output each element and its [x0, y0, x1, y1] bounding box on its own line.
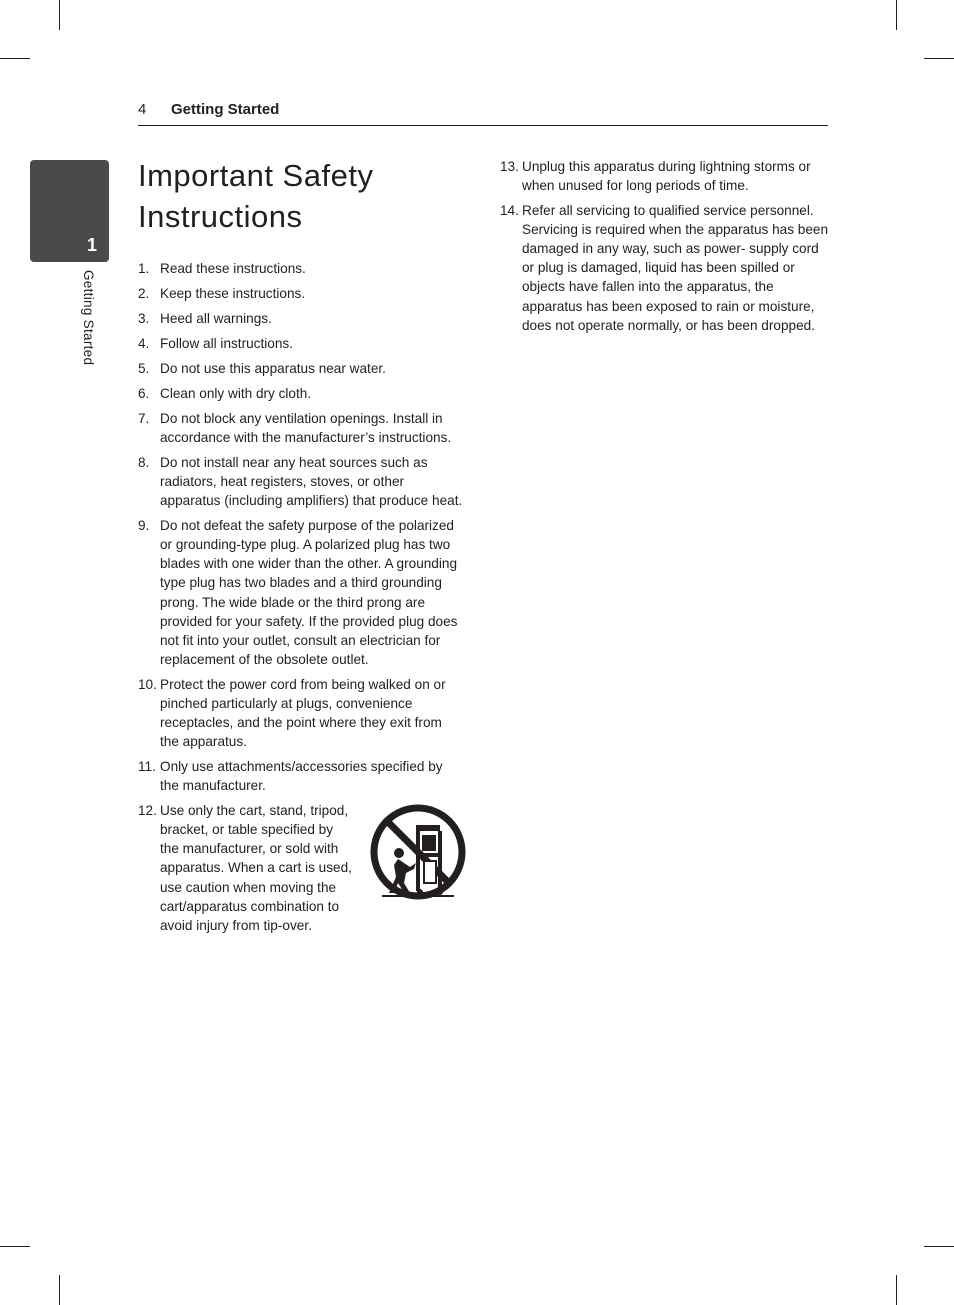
- list-item: [138, 516, 464, 669]
- list-item: [138, 334, 464, 353]
- item-text: Do not block any ventilation openings. Install in accordance with the manufacturer’s instructions.: [160, 410, 452, 445]
- list-item: [500, 157, 830, 195]
- crop-mark: [0, 1246, 30, 1247]
- crop-mark: [924, 1246, 954, 1247]
- item-number: 9.: [138, 518, 150, 534]
- chapter-number: 1: [86, 235, 97, 255]
- list-item: [138, 309, 464, 328]
- crop-mark: [0, 58, 30, 59]
- item-text: Do not install near any heat sources such as radiators, heat registers, stoves, or other apparatus (including amplifiers) that produce heat.: [160, 454, 463, 509]
- crop-mark: [896, 0, 897, 30]
- item-number: 2.: [138, 285, 150, 301]
- chapter-tab: [30, 160, 109, 262]
- chapter-side-label: Getting Started: [81, 270, 96, 366]
- item-number: 5.: [138, 360, 150, 376]
- list-item: [138, 384, 464, 403]
- item-number: 6.: [138, 385, 150, 401]
- instructions-list-right: [500, 157, 830, 341]
- list-item: [138, 259, 464, 278]
- page-number: 4: [138, 101, 147, 118]
- list-item: [138, 675, 464, 751]
- item-number: 1.: [138, 261, 150, 276]
- item-number: 10.: [138, 676, 157, 692]
- item-text: Only use attachments/accessories specified by the manufacturer.: [160, 759, 443, 794]
- item-text: Protect the power cord from being walked on or pinched particularly at plugs, convenience receptacles, and the point where they exit from the apparatus.: [160, 676, 446, 750]
- item-number: 13.: [500, 159, 519, 174]
- page-header: [138, 101, 828, 126]
- list-item: [138, 453, 464, 510]
- item-text: Follow all instructions.: [160, 335, 293, 351]
- item-number: 3.: [138, 310, 150, 326]
- item-number: 14.: [500, 203, 519, 219]
- item-text: Unplug this apparatus during lightning storms or when unused for long periods of time.: [522, 159, 811, 194]
- item-text: Do not use this apparatus near water.: [160, 360, 386, 376]
- page-title: Important Safety Instructions: [138, 158, 374, 234]
- item-text: Heed all warnings.: [160, 310, 272, 326]
- item-number: 4.: [138, 335, 150, 351]
- list-item: [138, 757, 464, 795]
- item-number: 12.: [138, 803, 157, 819]
- crop-mark: [924, 58, 954, 59]
- list-item: [138, 359, 464, 378]
- item-number: 7.: [138, 410, 150, 426]
- crop-mark: [59, 1275, 60, 1305]
- item-text: Use only the cart, stand, tripod, bracket, or table specified by the manufacturer, or sold with apparatus. When a cart is used, use caution when moving the cart/apparatus combination to avoid injury from tip-over.: [160, 803, 352, 933]
- item-number: 8.: [138, 454, 150, 470]
- section-title: Getting Started: [171, 101, 280, 118]
- list-item: [138, 284, 464, 303]
- crop-mark: [896, 1275, 897, 1305]
- item-text: Clean only with dry cloth.: [160, 385, 312, 401]
- item-text: Refer all servicing to qualified service personnel. Servicing is required when the apparatus has been damaged in any way, such as power- supply cord or plug is damaged, liquid has been spilled or objects have fallen into the apparatus, the apparatus has been exposed to rain or moisture, does not operate normally, or has been dropped.: [522, 203, 829, 333]
- item-number: 11.: [138, 759, 156, 775]
- list-item: [500, 201, 830, 335]
- cart-tip-over-warning-icon: [370, 803, 466, 901]
- item-text: Do not defeat the safety purpose of the polarized or grounding-type plug. A polarized plug has two blades with one wider than the other. A grounding type plug has two blades and a third grounding prong. The wide blade or the third prong are provided for your safety. If the provided plug does not fit into your outlet, consult an electrician for replacement of the obsolete outlet.: [160, 518, 458, 667]
- list-item: [138, 409, 464, 447]
- crop-mark: [59, 0, 60, 30]
- item-text: Read these instructions.: [160, 261, 306, 276]
- item-text: Keep these instructions.: [160, 285, 306, 301]
